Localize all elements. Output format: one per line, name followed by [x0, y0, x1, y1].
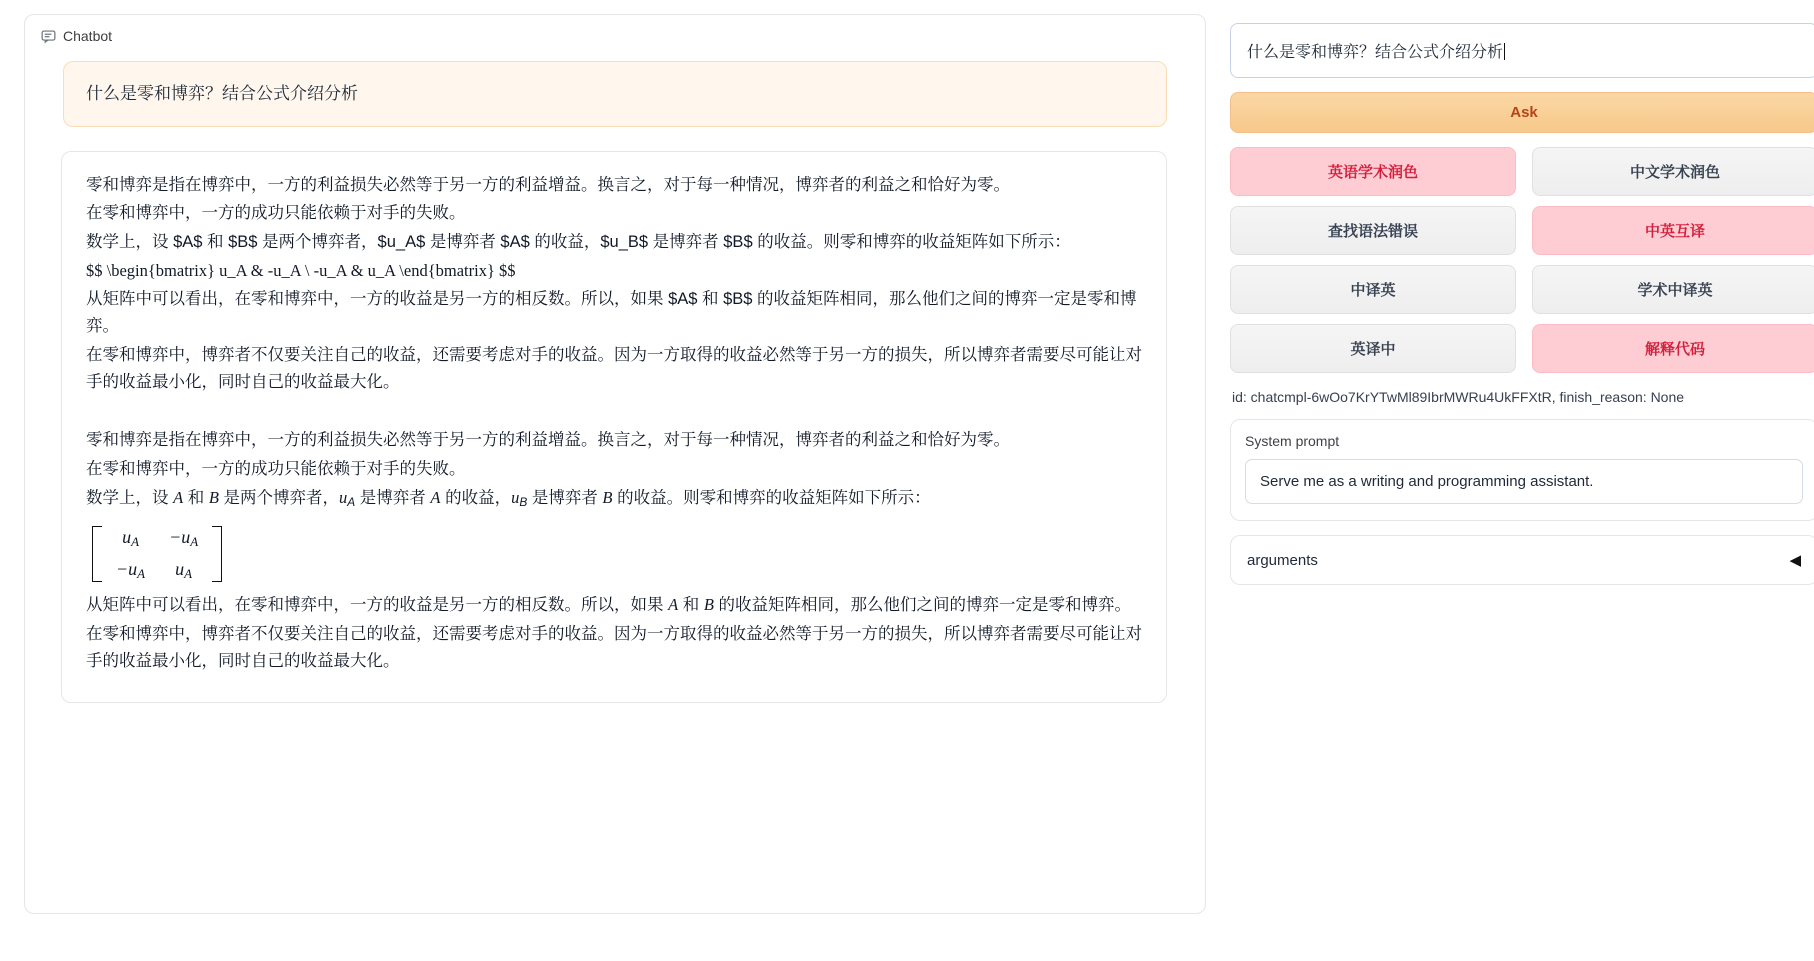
bot-rendered-paragraph-1: 零和博弈是指在博弈中，一方的利益损失必然等于另一方的利益增益。换言之，对于每一种情况，博弈者的利益之和恰好为零。: [86, 431, 1010, 450]
question-input-value: 什么是零和博弈？结合公式介绍分析: [1247, 44, 1504, 61]
chatbot-panel-label-text: Chatbot: [63, 28, 113, 44]
arguments-accordion[interactable]: [1230, 535, 1814, 585]
controls-panel: [1230, 14, 1814, 585]
quick-action-explain-code[interactable]: 解释代码: [1532, 324, 1814, 373]
math-symbol-u: u: [339, 487, 348, 507]
chat-message-user-text: 什么是零和博弈？结合公式介绍分析: [86, 84, 358, 103]
matrix-cell-0: $u_A$: [122, 526, 139, 550]
question-input[interactable]: [1230, 23, 1814, 78]
math-symbol-B: B: [208, 487, 219, 507]
bot-paragraph-3: 数学上，设 $A$ 和 $B$ 是两个博弈者，$u_A$ 是博弈者 $A$ 的收益，$u_B$ 是博弈者 $B$ 的收益。则零和博弈的收益矩阵如下所示：: [86, 232, 1071, 251]
bot-latex-raw: $$ \begin{bmatrix} u_A & -u_A \ -u_A & u_A \end{bmatrix} $$: [86, 260, 516, 280]
math-symbol-A: A: [173, 487, 184, 507]
chat-message-bot: [61, 151, 1167, 704]
bot-paragraph-2: 在零和博弈中，一方的成功只能依赖于对手的失败。: [86, 204, 466, 223]
matrix-bracket-left: [92, 526, 102, 582]
bot-rendered-paragraph-6: 在零和博弈中，博弈者不仅要关注自己的收益，还需要考虑对手的收益。因为一方取得的收益必然等于另一方的损失，所以博弈者需要尽可能让对手的收益最小化，同时自己的收益最大化。: [86, 625, 1142, 670]
text-frag: 的收益，: [440, 488, 512, 507]
system-prompt-input[interactable]: Serve me as a writing and programming assistant.: [1245, 459, 1803, 504]
matrix-cell-3: $u_A$: [175, 559, 193, 582]
chatbot-panel: [24, 14, 1206, 914]
matrix-bracket-right: [212, 526, 222, 582]
text-frag: 是两个博弈者，: [218, 488, 340, 507]
system-prompt-card: [1230, 419, 1814, 521]
math-symbol-B: B: [703, 595, 714, 615]
text-frag: 数学上，设: [86, 488, 174, 507]
quick-action-grid: [1230, 147, 1814, 373]
matrix-cells: [102, 520, 212, 588]
bot-rendered-paragraph-5: [86, 592, 1142, 619]
text-caret: [1504, 43, 1505, 60]
math-subscript-A: A: [347, 494, 356, 509]
bot-rendered-paragraph-2: 在零和博弈中，一方的成功只能依赖于对手的失败。: [86, 459, 466, 478]
quick-action-academic-zh-to-en[interactable]: 学术中译英: [1532, 265, 1814, 314]
bot-paragraph-1: 零和博弈是指在博弈中，一方的利益损失必然等于另一方的利益增益。换言之，对于每一种情况，博弈者的利益之和恰好为零。: [86, 175, 1010, 194]
chat-message-user: [63, 61, 1167, 127]
text-frag: 是博弈者: [355, 488, 431, 507]
math-symbol-u: u: [511, 487, 520, 507]
quick-action-en-to-zh[interactable]: 英译中: [1230, 324, 1516, 373]
text-frag: 从矩阵中可以看出，在零和博弈中，一方的收益是另一方的相反数。所以，如果: [86, 596, 669, 615]
payoff-matrix: [92, 520, 222, 588]
text-frag: 和: [183, 488, 209, 507]
math-symbol-B: B: [602, 487, 613, 507]
quick-action-english-polish[interactable]: 英语学术润色: [1230, 147, 1516, 196]
quick-action-zh-to-en[interactable]: 中译英: [1230, 265, 1516, 314]
math-symbol-A: A: [668, 595, 679, 615]
arguments-label: arguments: [1247, 551, 1318, 569]
system-prompt-label: System prompt: [1245, 433, 1340, 449]
bot-paragraph-6: 在零和博弈中，博弈者不仅要关注自己的收益，还需要考虑对手的收益。因为一方取得的收益必然等于另一方的损失，所以博弈者需要尽可能让对手的收益最小化，同时自己的收益最大化。: [86, 345, 1142, 391]
quick-action-chinese-polish[interactable]: 中文学术润色: [1532, 147, 1814, 196]
bot-rendered-paragraph-3: [86, 485, 1142, 512]
bot-paragraph-5: 从矩阵中可以看出，在零和博弈中，一方的收益是另一方的相反数。所以，如果 $A$ 和 $B$ 的收益矩阵相同，那么他们之间的博弈一定是零和博弈。: [86, 290, 1137, 336]
chatbot-panel-label: [39, 27, 114, 45]
chevron-left-icon[interactable]: ◀: [1789, 552, 1801, 569]
math-symbol-A: A: [430, 487, 441, 507]
text-frag: 的收益。则零和博弈的收益矩阵如下所示：: [612, 488, 931, 507]
quick-action-find-grammar-errors[interactable]: 查找语法错误: [1230, 206, 1516, 255]
text-frag: 的收益矩阵相同，那么他们之间的博弈一定是零和博弈。: [713, 596, 1132, 615]
math-subscript-B: B: [519, 494, 528, 509]
status-line: id: chatcmpl-6wOo7KrYTwMl89IbrMWRu4UkFFXtR, finish_reason: None: [1232, 389, 1685, 405]
quick-action-zh-en-mutual-translate[interactable]: 中英互译: [1532, 206, 1814, 255]
text-frag: 和: [678, 596, 704, 615]
chat-bubble-icon: [41, 29, 56, 44]
bot-section-divider: [86, 397, 1142, 427]
matrix-cell-1: $-u_A$: [169, 526, 199, 550]
chat-message-list: [39, 61, 1191, 703]
ask-button[interactable]: Ask: [1230, 92, 1814, 133]
matrix-cell-2: $-u_A$: [116, 559, 146, 582]
text-frag: 是博弈者: [527, 488, 603, 507]
